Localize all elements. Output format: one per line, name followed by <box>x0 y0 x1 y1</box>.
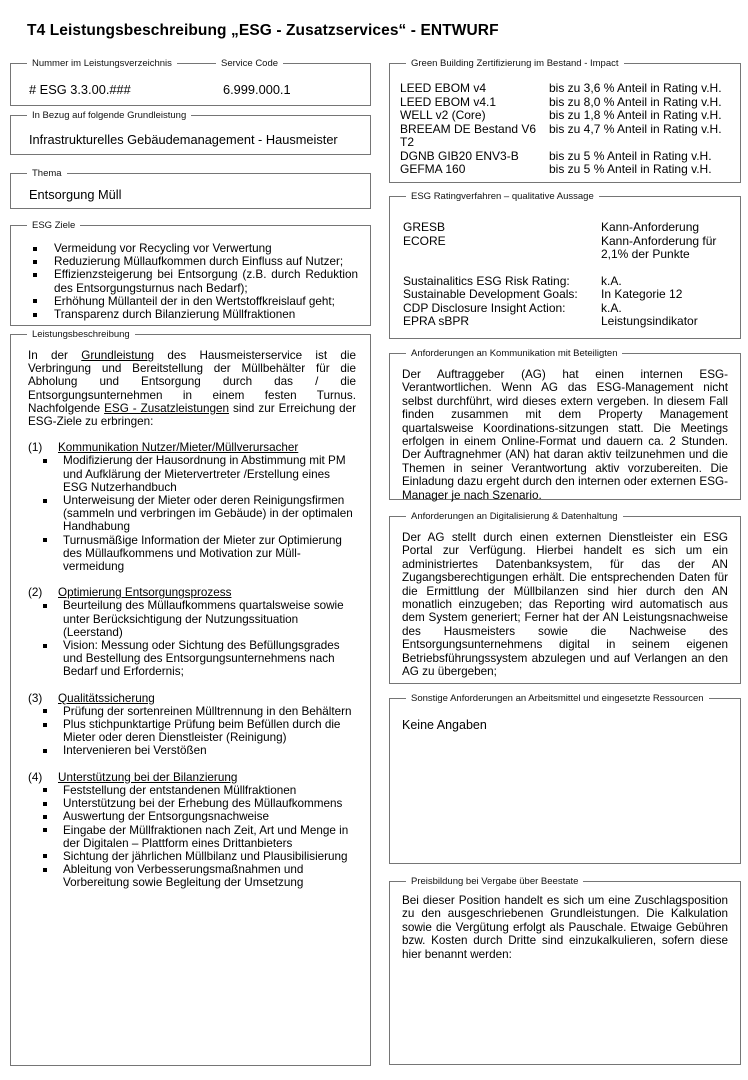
row-value: bis zu 4,7 % Anteil in Rating v.H. <box>549 121 722 136</box>
section-number: (1) <box>28 441 43 455</box>
section-title: Unterstützung bei der Bilanzierung <box>58 770 238 784</box>
list-item <box>41 639 356 679</box>
list-item <box>31 308 358 321</box>
preisbildung-box <box>389 876 741 1065</box>
table-row <box>403 302 736 316</box>
row-name: Sustainalitics ESG Risk Rating: <box>403 273 570 288</box>
list-item <box>41 705 356 718</box>
list-item <box>41 718 356 744</box>
square-bullet-icon <box>31 255 54 268</box>
list-item-text: Reduzierung Müllaufkommen durch Einfluss auf Nutzer; <box>54 255 344 269</box>
list-item <box>41 850 356 863</box>
nummer-value: # ESG 3.3.00.### <box>29 82 131 97</box>
square-bullet-icon <box>31 268 54 294</box>
section-heading <box>28 586 356 599</box>
section-title: Qualitätssicherung <box>58 691 155 705</box>
list-item-text: Vermeidung vor Recycling vor Verwertung <box>54 242 272 255</box>
list-item <box>41 744 356 757</box>
leistungsbeschreibung-box <box>10 329 371 1066</box>
row-value: k.A. <box>601 273 622 288</box>
section-number: (2) <box>28 586 43 600</box>
list-item <box>31 295 358 308</box>
square-bullet-icon <box>41 824 63 850</box>
rating-label: ESG Ratingverfahren – qualitative Aussage <box>406 191 599 203</box>
section-title: Optimierung Entsorgungsprozess <box>58 586 232 600</box>
digitalisierung-text: Der AG stellt durch einen externen Dienstleister ein ESG Portal zur Verfügung. Hierbei handelt es sich um ein administriertes Datenbanksystem, für das der AN Zugangsberechtigungen erhält. Die entsprechenden Daten für die Ermittlung der Müllbilanzen sind hier durch den AN monatlich einzugeben; das Reporting wird automatisch aus dem System generiert; Ferner hat der AN Leistungsnachweise des Hausmeisters sowie die Nachweise des Entsorgungsunternehmens digital in seinem eigenen Betriebsführungssystem abzulegen und auf Verlangen an den AG zu übergeben; <box>402 531 728 679</box>
section-bullets <box>41 784 356 890</box>
square-bullet-icon <box>41 810 63 823</box>
list-item-text: Feststellung der entstandenen Müllfraktionen <box>63 783 297 797</box>
square-bullet-icon <box>41 494 63 534</box>
sonstige-text: Keine Angaben <box>402 718 487 732</box>
row-value: bis zu 3,6 % Anteil in Rating v.H. <box>549 81 722 95</box>
table-row <box>400 150 738 164</box>
meta-box <box>10 58 371 106</box>
green-building-box <box>389 58 741 183</box>
rating-box <box>389 191 741 339</box>
list-item-text: Sichtung der jährlichen Müllbilanz und Plausibilisierung <box>63 849 348 863</box>
kommunikation-box <box>389 348 741 502</box>
square-bullet-icon <box>41 639 63 679</box>
grundleistung-box <box>10 110 371 155</box>
list-item <box>41 599 356 639</box>
grundleistung-label: In Bezug auf folgende Grundleistung <box>27 110 191 122</box>
list-item-text: Unterstützung bei der Erhebung des Müllaufkommens <box>63 797 343 811</box>
numbered-section <box>28 441 356 573</box>
list-item <box>31 255 358 268</box>
square-bullet-icon <box>41 534 63 574</box>
page-title: T4 Leistungsbeschreibung „ESG - Zusatzservices“ - ENTWURF <box>27 22 499 39</box>
square-bullet-icon <box>41 599 63 639</box>
row-name: EPRA sBPR <box>403 314 470 328</box>
section-bullets <box>41 705 356 758</box>
list-item-text: Modifizierung der Hausordnung in Abstimmung mit PM und Aufklärung der Mietervertreter /Erstellung eines ESG Nutzerhandbuch <box>63 454 346 494</box>
thema-box <box>10 168 371 209</box>
square-bullet-icon <box>41 784 63 797</box>
intro-segment: Grundleistung <box>81 349 155 362</box>
esg-ziele-box <box>10 220 371 326</box>
list-item <box>41 824 356 850</box>
list-item-text: Unterweisung der Mieter oder deren Reinigungsfirmen (sammeln und verbringen im Gebäude) in der optimalen Handhabung <box>63 494 353 534</box>
table-row <box>403 235 736 262</box>
service-code-value: 6.999.000.1 <box>223 82 291 97</box>
service-code-label: Service Code <box>216 58 283 70</box>
square-bullet-icon <box>41 744 63 757</box>
table-row <box>400 96 738 110</box>
section-heading <box>28 692 356 705</box>
intro-segment: sind zur Erreichung der ESG-Ziele zu erbringen: <box>28 401 356 429</box>
row-name: Sustainable Development Goals: <box>403 287 578 301</box>
row-name: WELL v2 (Core) <box>400 108 486 122</box>
thema-label: Thema <box>27 168 67 180</box>
list-item-text: Beurteilung des Müllaufkommens quartalsweise sowie unter Berücksichtigung der Nutzungssituation (Leerstand) <box>63 599 344 639</box>
list-item-text: Turnusmäßige Information der Mieter zur Optimierung des Müllaufkommens und Motivation zur Müll-vermeidung <box>63 533 342 574</box>
table-row <box>400 109 738 123</box>
leistungsbeschreibung-sections <box>28 441 356 889</box>
table-row <box>400 123 738 150</box>
square-bullet-icon <box>31 308 54 321</box>
row-value: bis zu 1,8 % Anteil in Rating v.H. <box>549 108 722 122</box>
esg-ziele-label: ESG Ziele <box>27 220 80 232</box>
list-item <box>41 863 356 889</box>
grundleistung-value: Infrastrukturelles Gebäudemanagement - Hausmeister <box>29 132 338 147</box>
section-bullets <box>41 454 356 573</box>
list-item-text: Effizienzsteigerung bei Entsorgung (z.B. durch Reduktion des Entsorgungsturnus nach Bedarf); <box>54 268 358 295</box>
numbered-section <box>28 692 356 758</box>
thema-value: Entsorgung Müll <box>29 187 122 202</box>
row-value: bis zu 5 % Anteil in Rating v.H. <box>549 162 712 176</box>
list-item-text: Erhöhung Müllanteil der in den Wertstoffkreislauf geht; <box>54 294 335 308</box>
leistungsbeschreibung-intro <box>28 349 356 428</box>
section-heading <box>28 441 356 454</box>
section-title: Kommunikation Nutzer/Mieter/Müllverursacher <box>58 441 299 455</box>
list-item <box>41 810 356 823</box>
sonstige-box <box>389 693 741 864</box>
table-row <box>400 82 738 96</box>
list-item-text: Plus stichpunktartige Prüfung beim Befüllen durch die Mieter oder deren Dienstleister (Reinigung) <box>63 718 341 745</box>
square-bullet-icon <box>41 718 63 744</box>
digitalisierung-label: Anforderungen an Digitalisierung & Datenhaltung <box>406 511 623 523</box>
row-value: bis zu 8,0 % Anteil in Rating v.H. <box>549 94 722 109</box>
row-value: Kann-Anforderung <box>601 220 700 234</box>
row-value: k.A. <box>601 300 622 315</box>
square-bullet-icon <box>41 797 63 810</box>
list-item <box>41 534 356 574</box>
kommunikation-text: Der Auftraggeber (AG) hat einen internen ESG-Verantwortlichen. Wenn AG das ESG-Management nicht selbst durchführt, wird dieses extern vergeben. In diesem Fall finden zusammen mit dem Property Management quartalsweise Koordinations-sitzungen statt. Die Meetings erfolgen in einem Online-Format und dauern ca. 2 Stunden. Der Auftragnehmer (AN) hat daran aktiv teilzunehmen und die Themen in seiner Verantwortung aktiv vorzubereiten. Die Einladung dazu ergeht durch den internen oder externen ESG-Manager je nach Szenario. <box>402 368 728 502</box>
list-item-text: Eingabe der Müllfraktionen nach Zeit, Art und Menge in der Digitalen – Plattform eines Drittanbieters <box>63 823 349 850</box>
list-item <box>31 242 358 255</box>
section-number: (4) <box>28 770 43 784</box>
square-bullet-icon <box>41 705 63 718</box>
list-item-text: Auswertung der Entsorgungsnachweise <box>63 810 269 824</box>
sonstige-label: Sonstige Anforderungen an Arbeitsmittel und eingesetzte Ressourcen <box>406 693 709 705</box>
intro-segment: ESG - Zusatzleistungen <box>104 401 229 415</box>
table-row <box>403 315 736 329</box>
list-item <box>31 268 358 294</box>
table-row <box>403 221 736 235</box>
list-item-text: Prüfung der sortenreinen Mülltrennung in den Behältern <box>63 704 352 718</box>
row-name: LEED EBOM v4.1 <box>400 94 497 109</box>
square-bullet-icon <box>31 295 54 308</box>
esg-ziele-list <box>11 226 370 321</box>
row-value: In Kategorie 12 <box>601 287 683 301</box>
row-name: ECORE <box>403 233 446 248</box>
row-name: BREEAM DE Bestand V6 T2 <box>400 121 537 149</box>
leistungsbeschreibung-label: Leistungsbeschreibung <box>27 329 135 341</box>
row-name: LEED EBOM v4 <box>400 81 487 95</box>
square-bullet-icon <box>41 863 63 889</box>
row-value: Kann-Anforderung für 2,1% der Punkte <box>601 233 717 261</box>
row-value: bis zu 5 % Anteil in Rating v.H. <box>549 148 712 163</box>
nummer-label: Nummer im Leistungsverzeichnis <box>27 58 177 70</box>
green-building-rows <box>390 64 740 177</box>
row-name: GEFMA 160 <box>400 162 466 176</box>
row-value: Leistungsindikator <box>601 314 698 328</box>
list-item-text: Transparenz durch Bilanzierung Müllfraktionen <box>54 308 296 322</box>
row-name: DGNB GIB20 ENV3-B <box>400 148 519 163</box>
rating-rows <box>390 197 740 329</box>
list-item-text: Vision: Messung oder Sichtung des Befüllungsgrades und Bestellung des Entsorgungsunternehmens nach Bedarf und Erfordernis; <box>63 639 340 679</box>
preisbildung-text: Bei dieser Position handelt es sich um eine Zuschlagsposition zu den ausgeschriebenen Grundleistungen. Die Kalkulation sowie die Vergütung erfolgt als Pauschale. Etwaige Gebühren bzw. Kosten durch Dritte sind einzukalkulieren, sofern diese hier benannt werden: <box>402 894 728 961</box>
list-item <box>41 454 356 494</box>
square-bullet-icon <box>41 850 63 863</box>
list-item-text: Ableitung von Verbesserungsmaßnahmen und Vorbereitung sowie Begleitung der Umsetzung <box>63 863 304 890</box>
list-item-text: Intervenieren bei Verstößen <box>63 744 207 758</box>
kommunikation-label: Anforderungen an Kommunikation mit Beteiligten <box>406 348 622 360</box>
digitalisierung-box <box>389 511 741 684</box>
section-bullets <box>41 599 356 678</box>
row-name: CDP Disclosure Insight Action: <box>403 300 566 315</box>
green-building-label: Green Building Zertifizierung im Bestand - Impact <box>406 58 624 70</box>
intro-segment: des Hausmeisterservice ist die Verbringung und Bereitstellung der Müllbehälter für die Abholung und Entsorgung durch das / die Entsorgungsunternehmen in einem festen Turnus. Nachfolgende <box>28 349 356 415</box>
numbered-section <box>28 771 356 890</box>
square-bullet-icon <box>41 454 63 494</box>
list-item <box>41 494 356 534</box>
list-item <box>41 784 356 797</box>
row-name: GRESB <box>403 220 446 234</box>
section-number: (3) <box>28 691 43 705</box>
intro-segment: In der <box>28 349 82 362</box>
table-row <box>403 288 736 302</box>
numbered-section <box>28 586 356 678</box>
section-heading <box>28 771 356 784</box>
list-item <box>41 797 356 810</box>
square-bullet-icon <box>31 242 54 255</box>
table-row <box>403 275 736 289</box>
preisbildung-label: Preisbildung bei Vergabe über Beestate <box>406 876 583 888</box>
table-row <box>400 163 738 177</box>
